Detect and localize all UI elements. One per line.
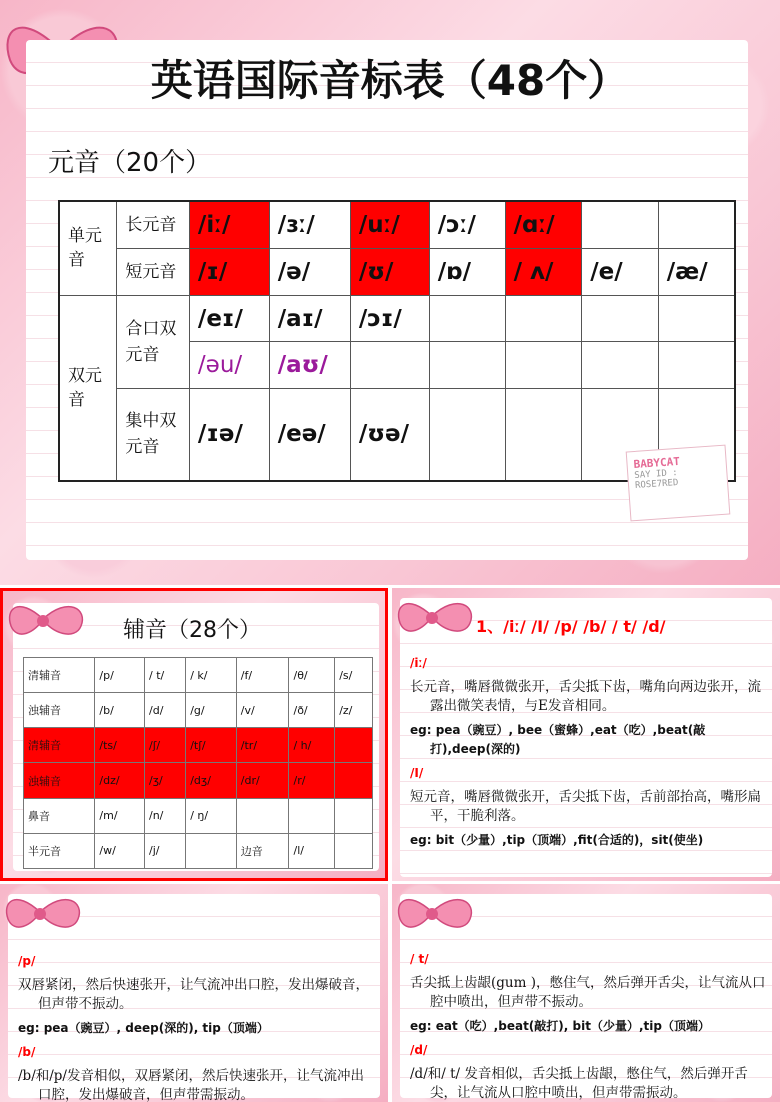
vowel-table: [58, 200, 736, 482]
example-text: eg: bit（少量）,tip（顶端）,fit(合适的)，sit(使坐): [410, 833, 704, 847]
phoneme-cell: /g/: [186, 693, 237, 728]
section-label: /d/: [410, 1043, 428, 1057]
detail-slide-3: [392, 884, 780, 1102]
section-label: /iː/: [410, 656, 427, 670]
description-text: /b/和/p/发音相似，双唇紧闭，然后快速张开，让气流冲出口腔，发出爆破音，但声带需振动。: [18, 1068, 364, 1102]
empty-cell: [582, 295, 659, 342]
phoneme-cell: /tʃ/: [186, 728, 237, 763]
phoneme-cell: /v/: [236, 693, 289, 728]
empty-cell: [505, 342, 582, 389]
empty-cell: [289, 798, 335, 833]
phoneme-cell: 边音: [236, 833, 289, 868]
phoneme-cell: /eə/: [269, 388, 350, 481]
table-row: [59, 249, 735, 296]
phoneme-cell: /r/: [289, 763, 335, 798]
example-text: eg: pea（豌豆）, bee（蜜蜂）,eat（吃）,beat(敲打),deep(深的): [410, 723, 706, 756]
consonant-title: 辅音（28个）: [123, 618, 261, 643]
empty-cell: [658, 295, 735, 342]
phoneme-cell: /ʃ/: [145, 728, 186, 763]
phoneme-cell: /n/: [145, 798, 186, 833]
phoneme-cell: /aɪ/: [269, 295, 350, 342]
phoneme-cell: /w/: [95, 833, 145, 868]
row-label: 浊辅音: [24, 763, 95, 798]
ribbon-bow-icon: [392, 884, 482, 944]
phoneme-cell: /ts/: [95, 728, 145, 763]
phoneme-cell: /ð/: [289, 693, 335, 728]
description-text: /d/和/ t/ 发音相似，舌尖抵上齿龈，憋住气，然后弹开舌尖，让气流从口腔中喷出，但声带需振动。: [410, 1066, 748, 1101]
phoneme-cell: /dʒ/: [186, 763, 237, 798]
phoneme-cell: /tr/: [236, 728, 289, 763]
empty-cell: [429, 388, 505, 481]
description-text: 短元音，嘴唇微微张开，舌尖抵下齿，舌前部抬高，嘴形扁平，干脆利落。: [410, 789, 761, 824]
ribbon-bow-icon: [0, 884, 90, 944]
empty-cell: [335, 833, 373, 868]
phoneme-cell: /z/: [335, 693, 373, 728]
example-text: eg: pea（豌豆）, deep(深的), tip（顶端）: [18, 1021, 269, 1035]
detail-content: [18, 952, 374, 1102]
table-row: [24, 833, 373, 868]
detail-slide-1: [392, 588, 780, 881]
phoneme-cell: / ʌ/: [505, 249, 582, 296]
description-text: 舌尖抵上齿龈(gum )，憋住气，然后弹开舌尖，让气流从口腔中喷出，但声带不振动。: [410, 975, 766, 1010]
phoneme-cell: /s/: [335, 658, 373, 693]
phoneme-cell: / ŋ/: [186, 798, 237, 833]
phoneme-cell: /ɪə/: [189, 388, 269, 481]
empty-cell: [236, 798, 289, 833]
phoneme-cell: /e/: [582, 249, 659, 296]
table-row: [59, 201, 735, 249]
group-label: 双元音: [59, 295, 117, 481]
consonant-slide: [0, 588, 388, 881]
row-label: 浊辅音: [24, 693, 95, 728]
phoneme-cell: /d/: [145, 693, 186, 728]
phoneme-cell: /j/: [145, 833, 186, 868]
detail-content: [410, 950, 766, 1102]
phoneme-cell: /ə/: [269, 249, 350, 296]
phoneme-cell: /ʒ/: [145, 763, 186, 798]
detail-content: [410, 654, 766, 855]
phoneme-cell: / h/: [289, 728, 335, 763]
ribbon-bow-icon: [3, 591, 93, 651]
empty-cell: [505, 388, 582, 481]
empty-cell: [335, 728, 373, 763]
table-row: [24, 728, 373, 763]
subgroup-label: 短元音: [117, 249, 190, 296]
phoneme-cell: /eɪ/: [189, 295, 269, 342]
consonant-table: [23, 657, 373, 869]
section-label: /I/: [410, 766, 424, 780]
page-title: 英语国际音标表（48个）: [150, 56, 630, 105]
phoneme-cell: /ʊ/: [350, 249, 429, 296]
subgroup-label: 合口双元音: [117, 295, 190, 388]
phoneme-cell: /dz/: [95, 763, 145, 798]
ribbon-bow-icon: [392, 588, 482, 648]
phoneme-cell: /uː/: [350, 201, 429, 249]
row-label: 半元音: [24, 833, 95, 868]
subgroup-label: 长元音: [117, 201, 190, 249]
phoneme-cell: /ɔː/: [429, 201, 505, 249]
phoneme-cell: /iː/: [189, 201, 269, 249]
description-text: 双唇紧闭，然后快速张开，让气流冲出口腔，发出爆破音，但声带不振动。: [18, 977, 369, 1012]
phoneme-cell: /f/: [236, 658, 289, 693]
table-row: [24, 763, 373, 798]
section-label: /p/: [18, 954, 36, 968]
phoneme-cell: /ɑː/: [505, 201, 582, 249]
table-row: [24, 693, 373, 728]
empty-cell: [429, 342, 505, 389]
example-text: eg: eat（吃）,beat(敲打), bit（少量）,tip（顶端）: [410, 1019, 710, 1033]
phoneme-cell: /ɜː/: [269, 201, 350, 249]
phoneme-cell: /æ/: [658, 249, 735, 296]
empty-cell: [505, 295, 582, 342]
row-label: 清辅音: [24, 658, 95, 693]
empty-cell: [186, 833, 237, 868]
table-row: [24, 798, 373, 833]
phoneme-cell: /ɒ/: [429, 249, 505, 296]
empty-cell: [582, 201, 659, 249]
section-label: /b/: [18, 1045, 36, 1059]
description-text: 长元音，嘴唇微微张开，舌尖抵下齿，嘴角向两边张开，流露出微笑表情，与E发音相同。: [410, 679, 761, 714]
group-label: 单元音: [59, 201, 117, 295]
section-label: / t/: [410, 952, 429, 966]
subgroup-label: 集中双元音: [117, 388, 190, 481]
detail-title: 1、/iː/ /I/ /p/ /b/ / t/ /d/: [476, 617, 666, 636]
phoneme-cell: / t/: [145, 658, 186, 693]
empty-cell: [335, 763, 373, 798]
empty-cell: [335, 798, 373, 833]
phoneme-cell: /b/: [95, 693, 145, 728]
row-label: 清辅音: [24, 728, 95, 763]
empty-cell: [429, 295, 505, 342]
phoneme-cell: /l/: [289, 833, 335, 868]
vowel-heading: 元音（20个）: [48, 148, 212, 178]
phoneme-cell: / k/: [186, 658, 237, 693]
phoneme-cell: /p/: [95, 658, 145, 693]
phoneme-cell: /əu/: [189, 342, 269, 389]
phoneme-cell: /aʊ/: [269, 342, 350, 389]
empty-cell: [582, 342, 659, 389]
phoneme-cell: /ʊə/: [350, 388, 429, 481]
table-row: [24, 658, 373, 693]
phoneme-cell: /θ/: [289, 658, 335, 693]
row-label: 鼻音: [24, 798, 95, 833]
empty-cell: [350, 342, 429, 389]
detail-slide-2: [0, 884, 388, 1102]
empty-cell: [658, 342, 735, 389]
empty-cell: [658, 201, 735, 249]
phoneme-cell: /dr/: [236, 763, 289, 798]
phoneme-cell: /m/: [95, 798, 145, 833]
babycat-stamp: BABYCAT SAY ID : ROSE7RED: [626, 445, 731, 522]
phoneme-cell: /ɔɪ/: [350, 295, 429, 342]
table-row: [59, 295, 735, 342]
phoneme-cell: /ɪ/: [189, 249, 269, 296]
